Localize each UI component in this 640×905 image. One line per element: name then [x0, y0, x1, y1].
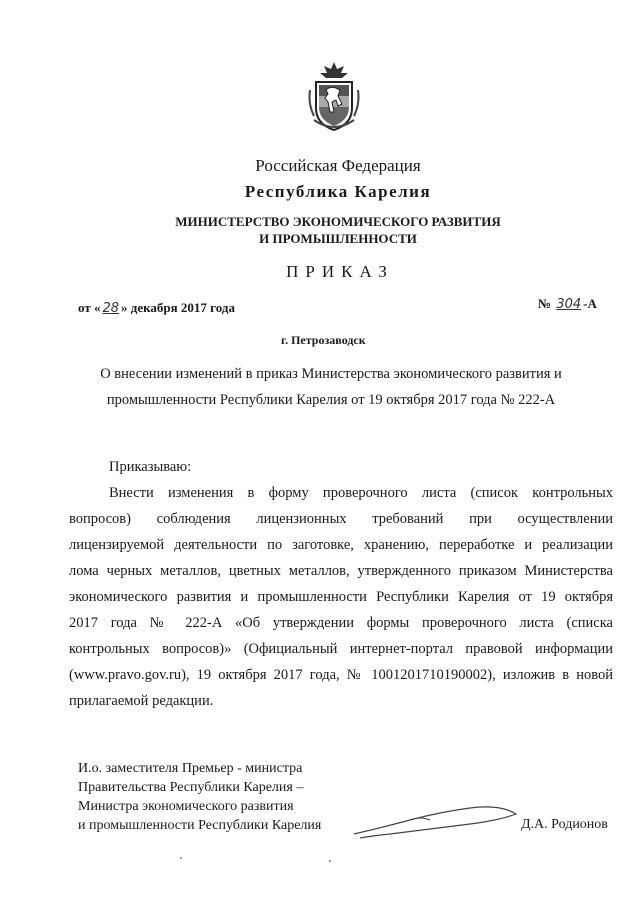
body-line: прилагаемой редакции.	[69, 693, 214, 709]
signer-name: Д.А. Родионов	[521, 817, 608, 832]
ministry-name-line1: МИНИСТЕРСТВО ЭКОНОМИЧЕСКОГО РАЗВИТИЯ	[175, 214, 501, 229]
scan-speck	[329, 860, 331, 862]
order-title-line1: О внесении изменений в приказ Министерства экономического развития и	[100, 366, 562, 382]
order-date	[78, 300, 235, 316]
body-line: вопросов) соблюдения лицензионных требований при осуществлении	[69, 511, 613, 527]
signer-position-line: Министра экономического развития	[78, 799, 294, 814]
body-line: Внести изменения в форму проверочного листа (список контрольных	[109, 485, 613, 501]
date-day: 28	[102, 301, 120, 316]
country-name: Российская Федерация	[255, 156, 421, 175]
date-prefix: от «	[78, 300, 101, 315]
body-line: 2017 года № 222-А «Об утверждении формы проверочного листа (списка	[69, 615, 613, 631]
signer-position-line: и промышленности Республики Карелия	[78, 818, 322, 833]
signer-position-line: Правительства Республики Карелия –	[78, 780, 304, 795]
number-prefix: №	[538, 296, 552, 311]
republic-name: Республика Карелия	[244, 182, 432, 201]
handwritten-signature	[350, 790, 520, 850]
order-word: Приказываю:	[109, 459, 192, 475]
order-number	[538, 296, 597, 312]
number-value: 304	[556, 297, 582, 312]
body-line: (www.pravo.gov.ru), 19 октября 2017 года, № 1001201710190002), изложив в новой	[69, 667, 613, 683]
ministry-name-line2: И ПРОМЫШЛЕННОСТИ	[259, 231, 417, 246]
city-name: г. Петрозаводск	[281, 333, 366, 347]
body-line: лома черных металлов, цветных металлов, утвержденного приказом Министерства	[69, 563, 613, 579]
date-suffix: » декабря 2017 года	[121, 300, 235, 315]
body-line: лицензируемой деятельности по заготовке, хранению, переработке и реализации	[69, 537, 613, 553]
karelia-coat-of-arms-icon	[306, 60, 362, 132]
number-suffix: -А	[583, 296, 597, 311]
document-type: ПРИКАЗ	[286, 262, 394, 281]
scan-speck	[180, 857, 182, 859]
order-title-line2: промышленности Республики Карелия от 19 октября 2017 года № 222-А	[106, 392, 556, 408]
body-line: контрольных вопросов)» (Официальный интернет-портал правовой информации	[69, 641, 613, 657]
signer-position-line: И.о. заместителя Премьер - министра	[78, 761, 303, 776]
body-line: экономического развития и промышленности Республики Карелия от 19 октября	[69, 589, 613, 605]
